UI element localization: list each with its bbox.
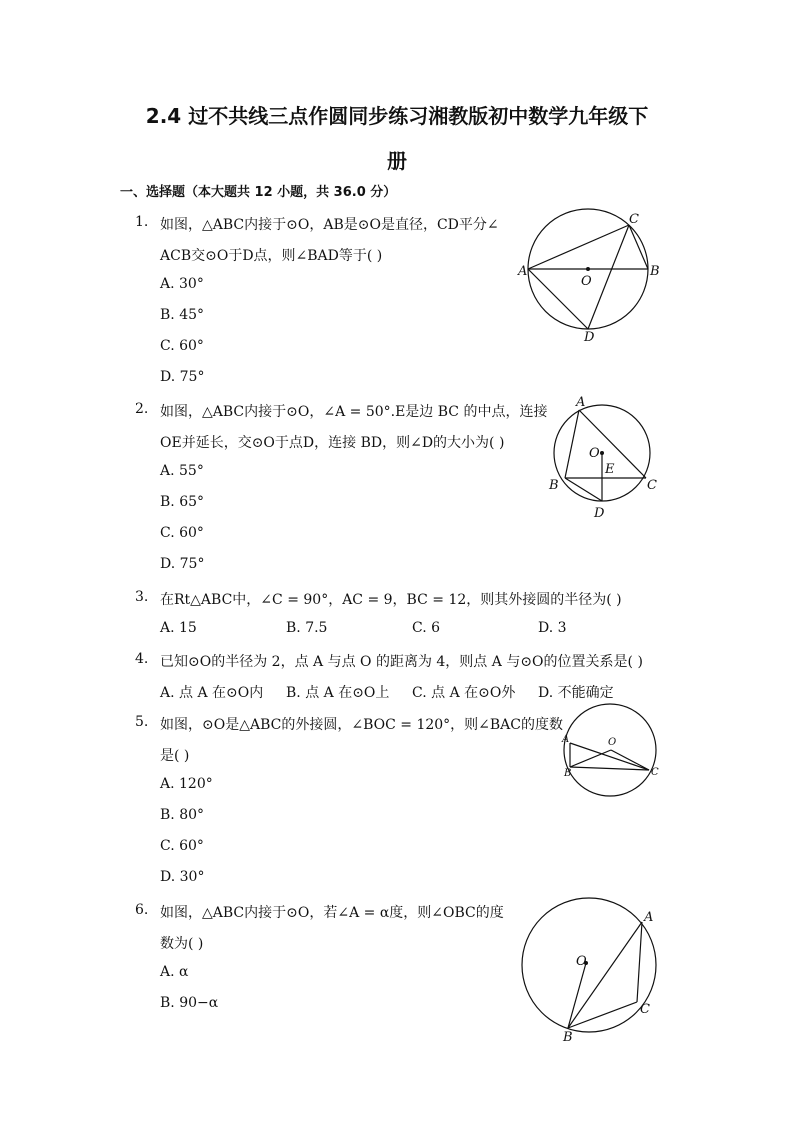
question-6-text-line2: 数为( ) [160,936,204,952]
fig5-label-c: C [651,767,659,778]
question-1-text-line1: 如图，△ABC内接于⊙O，AB是⊙O是直径，CD平分∠ [160,217,499,233]
question-4-text: 已知⊙O的半径为 2，点 A 与点 O 的距离为 4，则点 A 与⊙O的位置关系是( ) [160,654,643,670]
question-3-text: 在Rt△ABC中，∠C = 90°，AC = 9，BC = 12，则其外接圆的半径为( ) [160,592,622,608]
fig6-label-o: O [576,954,587,969]
question-5-text-line2: 是( ) [160,748,190,764]
question-2-option-c[interactable]: C. 60° [160,525,204,541]
question-5-option-a[interactable]: A. 120° [160,776,213,792]
question-3-number: 3. [135,589,149,605]
question-4-number: 4. [135,651,149,667]
question-5-option-b[interactable]: B. 80° [160,807,205,823]
question-1-option-a[interactable]: A. 30° [160,276,204,292]
fig1-label-d: D [584,330,595,345]
question-5-figure [560,705,670,785]
fig2-label-o: O [589,446,600,461]
question-3-option-d[interactable]: D. 3 [538,620,567,636]
page-title: 2.4 过不共线三点作圆同步练习湘教版初中数学九年级下 [145,104,649,128]
fig5-label-b: B [564,768,572,779]
question-4-option-a[interactable]: A. 点 A 在⊙O内 [160,685,264,701]
fig2-label-a: A [576,395,586,410]
question-1-figure [515,205,665,345]
question-6-option-a[interactable]: A. α [160,964,189,980]
question-5-option-c[interactable]: C. 60° [160,838,204,854]
fig2-label-c: C [647,478,657,493]
question-4-option-b[interactable]: B. 点 A 在⊙O上 [286,685,390,701]
question-2-option-a[interactable]: A. 55° [160,463,204,479]
section-heading: 一、选择题（本大题共 12 小题，共 36.0 分） [120,185,397,200]
fig6-label-a: A [644,910,654,925]
question-3-option-c[interactable]: C. 6 [412,620,441,636]
page-title-continued: 册 [387,149,407,173]
question-6-option-b[interactable]: B. 90−α [160,995,219,1011]
fig5-label-o: O [608,737,617,748]
question-1-option-b[interactable]: B. 45° [160,307,205,323]
question-1-option-c[interactable]: C. 60° [160,338,204,354]
fig5-label-a: A [562,734,570,745]
fig2-label-d: D [594,506,605,521]
question-6-text-line1: 如图，△ABC内接于⊙O，若∠A = α度，则∠OBC的度 [160,905,504,921]
question-6-figure [515,895,665,1050]
question-2-text-line2: OE并延长，交⊙O于点D，连接 BD，则∠D的大小为( ) [160,435,505,451]
question-3-option-a[interactable]: A. 15 [160,620,197,636]
question-4-option-c[interactable]: C. 点 A 在⊙O外 [412,685,516,701]
question-2-option-b[interactable]: B. 65° [160,494,205,510]
fig1-label-a: A [518,264,528,279]
fig1-label-c: C [629,212,639,227]
question-2-option-d[interactable]: D. 75° [160,556,205,572]
question-5-number: 5. [135,714,149,730]
question-3-option-b[interactable]: B. 7.5 [286,620,328,636]
fig6-label-c: C [640,1002,650,1017]
question-2-number: 2. [135,401,149,417]
fig1-label-o: O [581,274,592,289]
fig6-label-b: B [563,1030,573,1045]
question-1-text-line2: ACB交⊙O于D点，则∠BAD等于( ) [160,248,383,264]
fig2-label-b: B [549,478,559,493]
fig2-label-e: E [605,462,615,477]
question-4-option-d[interactable]: D. 不能确定 [538,685,614,701]
question-1-number: 1. [135,214,149,230]
question-2-text-line1: 如图，△ABC内接于⊙O，∠A = 50°.E是边 BC 的中点，连接 [160,404,548,420]
question-5-option-d[interactable]: D. 30° [160,869,205,885]
fig1-label-b: B [650,264,660,279]
question-2-figure [543,393,668,523]
question-5-text-line1: 如图，⊙O是△ABC的外接圆，∠BOC = 120°，则∠BAC的度数 [160,717,564,733]
question-6-number: 6. [135,902,149,918]
question-1-option-d[interactable]: D. 75° [160,369,205,385]
